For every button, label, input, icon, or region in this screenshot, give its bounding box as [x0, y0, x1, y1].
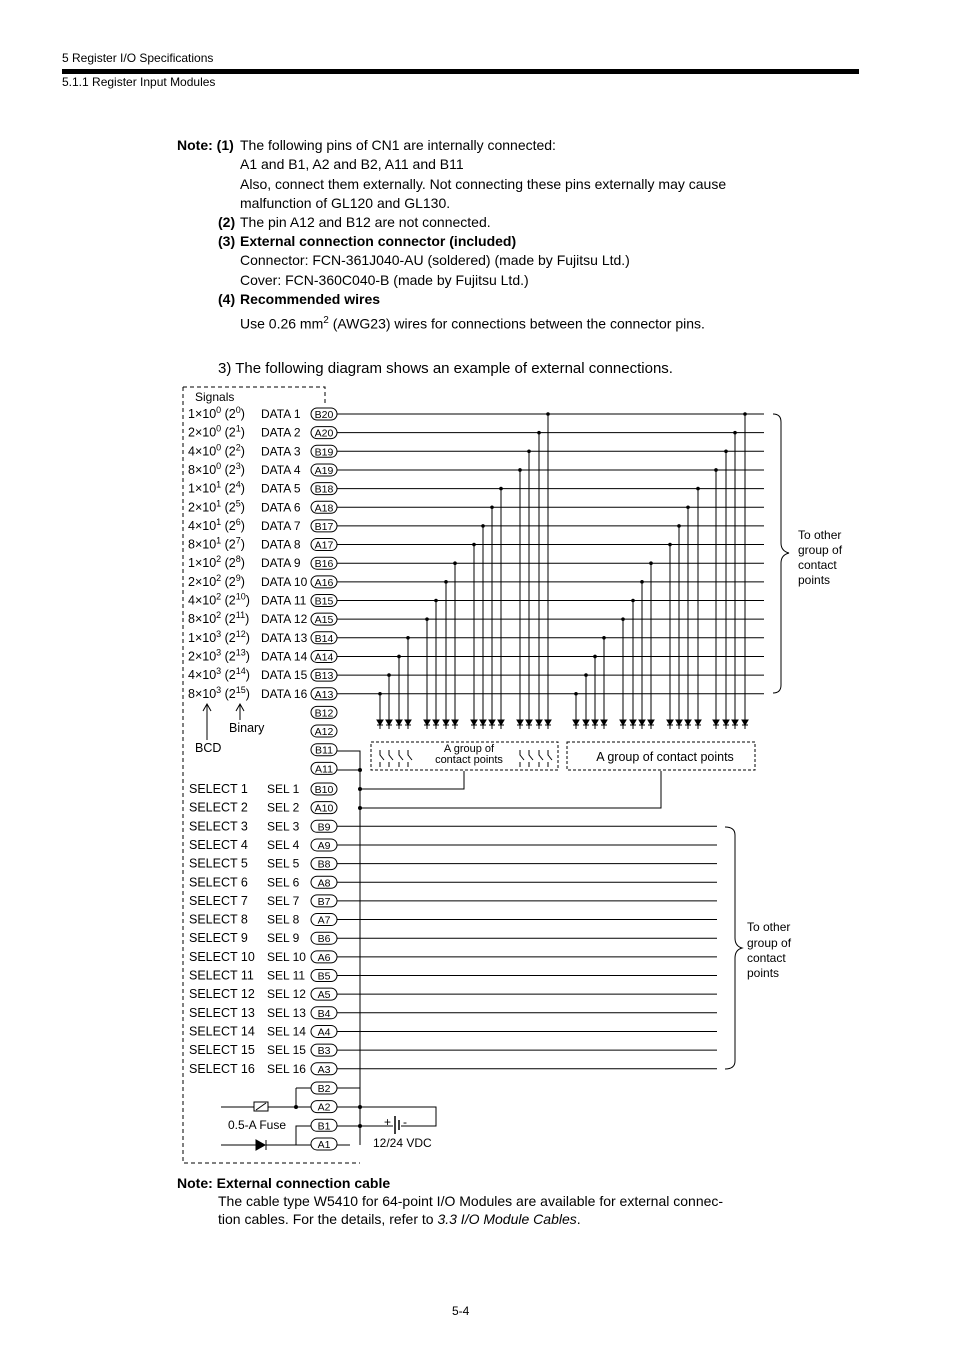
common-bus-wire [337, 751, 360, 1145]
contact-diode [377, 720, 383, 725]
note-3-line-1: Connector: FCN-361J040-AU (soldered) (made by Fujitsu Ltd.) [240, 252, 630, 268]
junction-dot [358, 806, 362, 810]
pin-b13: B13 [314, 670, 334, 683]
signal-weight-5: $1\times 10^1$ $(2^4)$ [188, 479, 245, 496]
select-signal-12: SELECT 12 [189, 987, 255, 1002]
pin-b6: B6 [317, 933, 331, 946]
select-signal-3: SELECT 3 [189, 819, 248, 834]
junction-dot [358, 1105, 362, 1109]
select-short-12: SEL 12 [267, 987, 306, 1002]
select-signal-7: SELECT 7 [189, 893, 248, 908]
contact-diode [713, 720, 719, 725]
select-signal-16: SELECT 16 [189, 1061, 255, 1076]
footnote-line-2: tion cables. For the details, refer to 3.3 I/O Module Cables. [218, 1211, 581, 1227]
select-short-15: SEL 15 [267, 1043, 306, 1058]
pin-b15: B15 [314, 595, 334, 608]
select-short-9: SEL 9 [267, 931, 300, 946]
select-signal-13: SELECT 13 [189, 1005, 255, 1020]
data-signal-2: DATA 2 [261, 425, 301, 440]
other-group-bottom-line-2: group of [747, 936, 792, 950]
binary-label: Binary [229, 721, 265, 735]
junction-dot [358, 768, 362, 772]
contact-diode [386, 720, 392, 725]
signal-weight-3: $4\times 10^0$ $(2^2)$ [188, 442, 245, 459]
other-group-top-line-1: To other [798, 528, 842, 542]
section-title: 5.1.1 Register Input Modules [62, 75, 216, 89]
signals-header: Signals [195, 390, 235, 404]
contact-diode [498, 720, 504, 725]
diagram-intro: 3) The following diagram shows an example of external connections. [218, 360, 673, 377]
data-signal-15: DATA 15 [261, 668, 308, 683]
group-left-label-line-2: contact points [435, 754, 503, 766]
contact-diode [405, 720, 411, 725]
data-signal-10: DATA 10 [261, 574, 308, 589]
data-signal-12: DATA 12 [261, 612, 308, 627]
contact-diode [424, 720, 430, 725]
contact-diode [573, 720, 579, 725]
contact-diode [723, 720, 729, 725]
junction-dot [358, 1124, 362, 1128]
contact-diode [732, 720, 738, 725]
select-short-1: SEL 1 [267, 782, 300, 796]
contact-switch [539, 750, 543, 767]
select-signal-10: SELECT 10 [189, 949, 255, 964]
signal-weight-4: $8\times 10^0$ $(2^3)$ [188, 460, 245, 477]
other-group-bottom-line-3: contact [747, 951, 786, 965]
pin-b11: B11 [315, 744, 333, 757]
select-short-11: SEL 11 [267, 968, 306, 983]
contact-diode [480, 720, 486, 725]
select-signal-11: SELECT 11 [189, 968, 254, 983]
pin-a20: A20 [314, 427, 334, 440]
pin-a18: A18 [314, 502, 334, 515]
pin-b4: B4 [317, 1007, 331, 1020]
pin-a10: A10 [314, 802, 334, 815]
note-3-label: (3) [218, 233, 236, 249]
select-signal-14: SELECT 14 [189, 1024, 255, 1039]
pin-b18: B18 [314, 483, 334, 496]
pin-a14: A14 [314, 651, 334, 664]
contact-diode [471, 720, 477, 725]
pin-b1: B1 [317, 1120, 331, 1133]
signal-weight-8: $8\times 10^1$ $(2^7)$ [188, 535, 245, 552]
select-short-8: SEL 8 [267, 912, 300, 927]
select-signal-2: SELECT 2 [189, 800, 248, 815]
supply-plus: + [384, 1115, 392, 1129]
contact-diode [667, 720, 673, 725]
contact-diode [526, 720, 532, 725]
pin-a11: A11 [315, 763, 333, 776]
pin-b14: B14 [314, 632, 334, 645]
signal-weight-15: $4\times 10^3$ $(2^{14})$ [188, 666, 250, 683]
note-3-line-2: Cover: FCN-360C040-B (made by Fujitsu Ltd.) [240, 272, 529, 288]
signal-weight-6: $2\times 10^1$ $(2^5)$ [188, 498, 245, 515]
pin-a7: A7 [317, 914, 331, 927]
pin-a3: A3 [317, 1063, 331, 1076]
note-2-text: The pin A12 and B12 are not connected. [240, 214, 491, 230]
group-left-select-wire [360, 771, 464, 789]
note-2-label: (2) [218, 214, 236, 230]
pin-b16: B16 [314, 558, 334, 571]
contact-diode [443, 720, 449, 725]
pin-a13: A13 [314, 688, 334, 701]
note-4-text: Use 0.26 $mm^2$ (AWG23) wires for connections between the connector pins. [240, 315, 705, 332]
select-signal-5: SELECT 5 [189, 856, 248, 871]
contact-diode [620, 720, 626, 725]
contact-diode [545, 720, 551, 725]
group-left-label-line-1: A group of [443, 743, 495, 755]
contact-diode [396, 720, 402, 725]
pin-b8: B8 [317, 858, 331, 871]
other-group-top-line-2: group of [798, 543, 843, 557]
signal-weight-14: $2\times 10^3$ $(2^{13})$ [188, 647, 250, 664]
supply-label: 12/24 VDC [373, 1136, 432, 1150]
select-short-7: SEL 7 [267, 893, 300, 908]
data-signal-3: DATA 3 [261, 444, 301, 459]
select-brace [725, 827, 742, 1069]
contact-diode [601, 720, 607, 725]
data-signal-7: DATA 7 [261, 518, 301, 533]
contact-diode [685, 720, 691, 725]
signal-weight-13: $1\times 10^3$ $(2^{12})$ [188, 628, 250, 645]
data-signal-11: DATA 11 [261, 593, 307, 608]
diode-symbol [256, 1140, 266, 1150]
contact-diode [592, 720, 598, 725]
contact-diode [583, 720, 589, 725]
contact-switch [548, 750, 552, 767]
pin-a12: A12 [314, 726, 334, 739]
junction-dot [294, 1105, 298, 1109]
data-signal-4: DATA 4 [261, 462, 301, 477]
select-short-2: SEL 2 [267, 800, 300, 815]
pin-b20: B20 [314, 409, 334, 421]
signal-weight-9: $1\times 10^2$ $(2^8)$ [188, 554, 245, 571]
contact-diode [536, 720, 542, 725]
contact-switch [408, 750, 412, 767]
signal-weight-2: $2\times 10^0$ $(2^1)$ [188, 423, 245, 440]
battery-symbol [395, 1116, 399, 1134]
contact-diode [452, 720, 458, 725]
data-signal-16: DATA 16 [261, 686, 308, 701]
signal-weight-11: $4\times 10^2$ $(2^{10})$ [188, 591, 250, 608]
select-short-14: SEL 14 [267, 1024, 306, 1039]
note-prefix: Note: (1) [177, 137, 234, 153]
bcd-label: BCD [195, 741, 222, 755]
pin-a19: A19 [314, 464, 334, 477]
pin-b3: B3 [317, 1045, 331, 1058]
fuse-label: 0.5-A Fuse [228, 1118, 287, 1132]
pin-b10: B10 [314, 784, 334, 796]
bcd-arrow [203, 704, 211, 740]
pin-a2: A2 [317, 1101, 331, 1114]
signal-weight-16: $8\times 10^3$ $(2^{15})$ [188, 684, 250, 701]
contact-diode [742, 720, 748, 725]
binary-arrow [236, 704, 244, 720]
pin-a8: A8 [317, 877, 331, 890]
signal-weight-10: $2\times 10^2$ $(2^9)$ [188, 572, 245, 589]
select-signal-8: SELECT 8 [189, 912, 248, 927]
pin-a5: A5 [317, 989, 331, 1002]
select-short-16: SEL 16 [267, 1061, 306, 1076]
pin-b2: B2 [317, 1083, 331, 1095]
fuse-wire [221, 1088, 311, 1107]
contact-diode [648, 720, 654, 725]
pin-b5: B5 [317, 970, 331, 983]
pin-a17: A17 [314, 539, 334, 552]
note-1-line-1: The following pins of CN1 are internally connected: [240, 137, 556, 153]
contact-diode [676, 720, 682, 725]
pin-b9: B9 [317, 821, 331, 834]
pin-b17: B17 [314, 520, 334, 533]
select-short-6: SEL 6 [267, 875, 300, 890]
signal-weight-12: $8\times 10^2$ $(2^{11})$ [188, 610, 250, 627]
select-short-3: SEL 3 [267, 819, 300, 834]
signal-weight-7: $4\times 10^1$ $(2^6)$ [188, 516, 245, 533]
select-signal-1: SELECT 1 [189, 782, 248, 796]
contact-switch [520, 750, 524, 767]
contact-switch [529, 750, 533, 767]
contact-diode [489, 720, 495, 725]
select-short-13: SEL 13 [267, 1005, 306, 1020]
other-group-top-line-3: contact [798, 558, 837, 572]
other-group-bottom-line-4: points [747, 966, 780, 980]
pin-a9: A9 [317, 839, 331, 852]
chapter-title: 5 Register I/O Specifications [62, 51, 214, 65]
data-signal-6: DATA 6 [261, 500, 301, 515]
note-1-line-2: A1 and B1, A2 and B2, A11 and B11 [240, 156, 464, 172]
group-right-label: A group of contact points [596, 750, 734, 764]
data-signal-1: DATA 1 [261, 407, 301, 421]
data-signal-9: DATA 9 [261, 556, 301, 571]
pin-a16: A16 [314, 576, 334, 589]
note-4-label: (4) [218, 291, 236, 307]
pin-a1: A1 [317, 1138, 331, 1151]
note-1-line-4: malfunction of GL120 and GL130. [240, 195, 451, 211]
other-group-bottom-line-1: To other [747, 920, 791, 934]
pin-b19: B19 [314, 446, 334, 459]
data-signal-14: DATA 14 [261, 649, 308, 664]
pin-a4: A4 [317, 1026, 331, 1039]
pin-b12: B12 [314, 707, 334, 720]
page-number: 5-4 [452, 1304, 470, 1318]
pin-a15: A15 [314, 614, 334, 627]
select-short-4: SEL 4 [267, 837, 300, 852]
footnote-line-1: The cable type W5410 for 64-point I/O Modules are available for external connec- [218, 1193, 724, 1209]
contact-diode [433, 720, 439, 725]
pin-a6: A6 [317, 951, 331, 964]
contact-diode [630, 720, 636, 725]
select-signal-4: SELECT 4 [189, 837, 248, 852]
contact-diode [517, 720, 523, 725]
junction-dot [358, 787, 362, 791]
signal-weight-1: $1\times 10^0$ $(2^0)$ [188, 405, 245, 421]
data-signal-13: DATA 13 [261, 630, 308, 645]
contact-switch [380, 750, 384, 767]
note-1-line-3: Also, connect them externally. Not connecting these pins externally may cause [240, 176, 727, 192]
data-signal-5: DATA 5 [261, 481, 301, 496]
contact-switch [389, 750, 393, 767]
data-signal-8: DATA 8 [261, 537, 301, 552]
b2-a2-wires [337, 1088, 360, 1107]
note-4-title: Recommended wires [240, 291, 381, 307]
pin-b7: B7 [317, 895, 331, 908]
select-short-5: SEL 5 [267, 856, 300, 871]
select-short-10: SEL 10 [267, 949, 306, 964]
select-signal-9: SELECT 9 [189, 931, 248, 946]
select-signal-15: SELECT 15 [189, 1043, 255, 1058]
note-3-title: External connection connector (included) [240, 233, 517, 249]
footnote-title: Note: External connection cable [177, 1175, 391, 1191]
select-signal-6: SELECT 6 [189, 875, 248, 890]
contact-diode [639, 720, 645, 725]
supply-minus: - [403, 1115, 407, 1129]
contact-diode [695, 720, 701, 725]
other-group-top-line-4: points [798, 573, 831, 587]
contact-switch [399, 750, 403, 767]
data-brace [773, 414, 789, 693]
